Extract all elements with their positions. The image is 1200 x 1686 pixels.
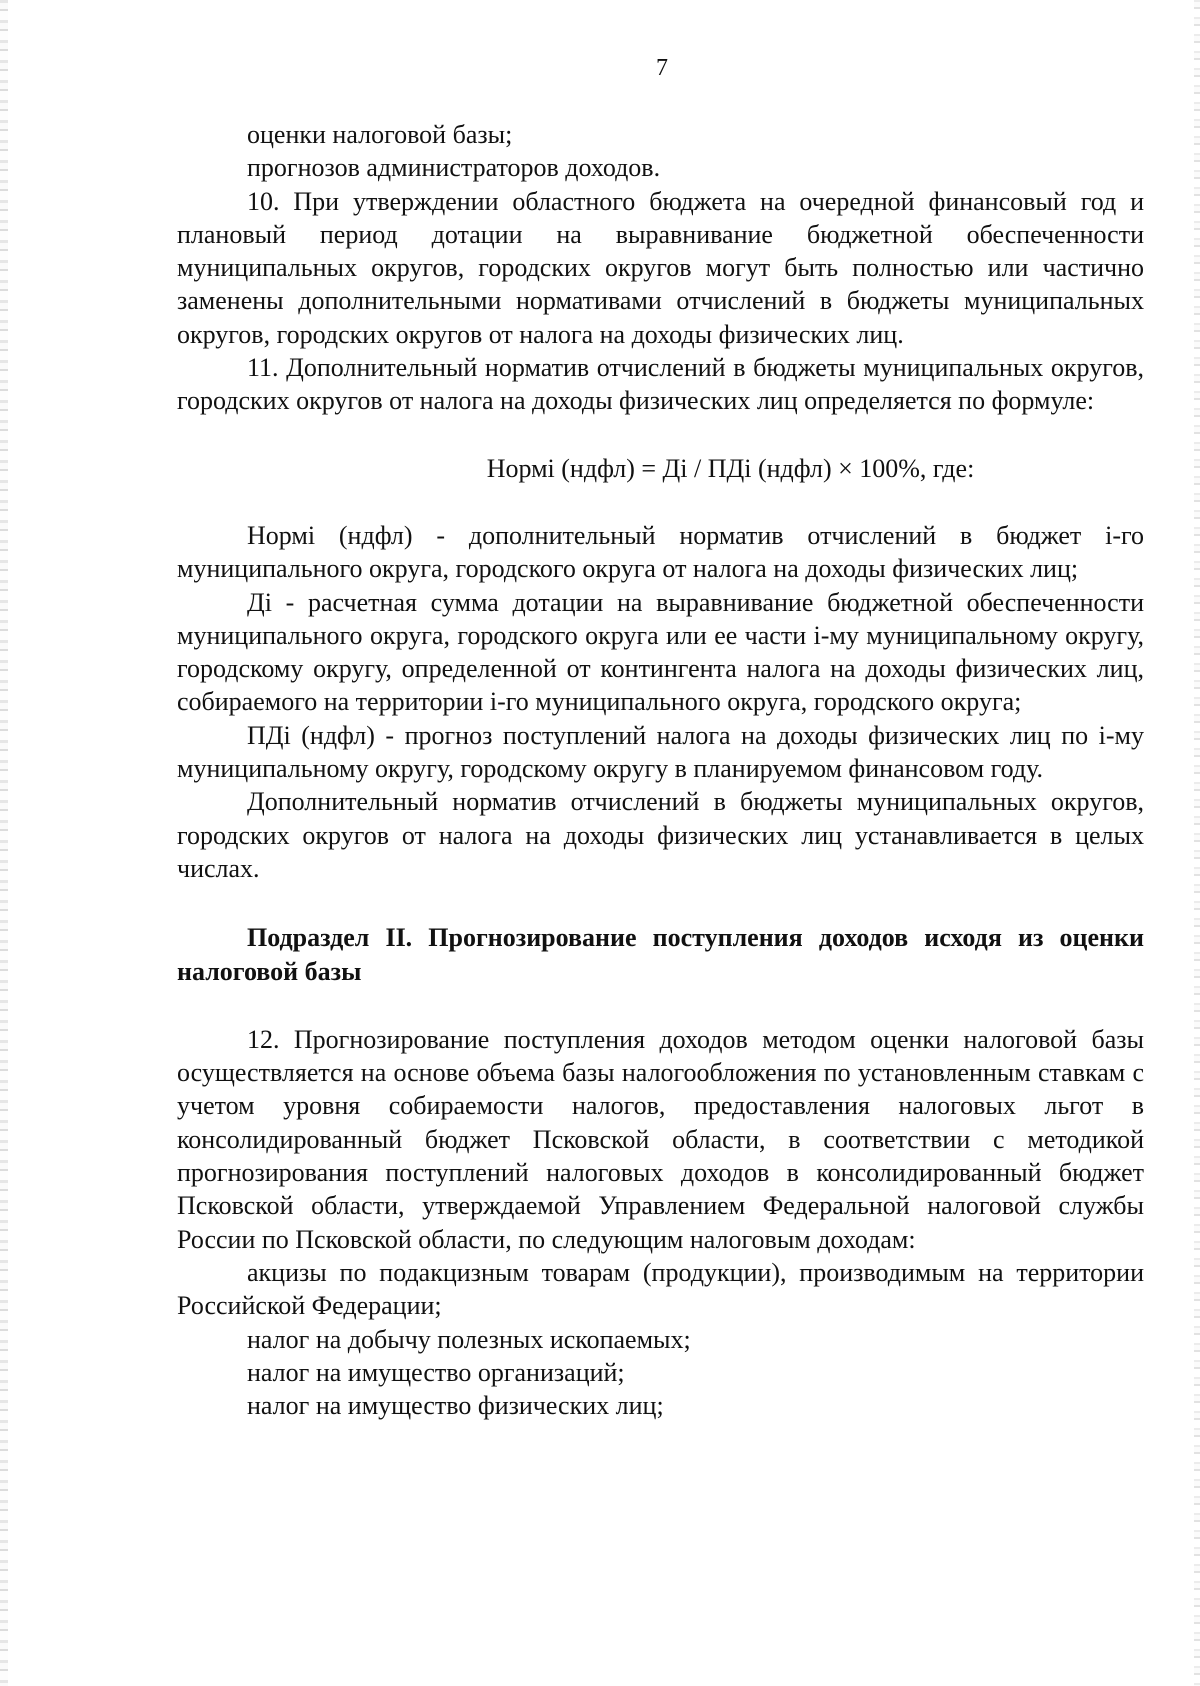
- paragraph-10: 10. При утверждении областного бюджета на очередной финансовый год и плановый период дотации на выравнивание бюджетной обеспеченности муниципальных округов, городских округов могут быть полностью или частично заменены дополнительными нормативами отчислений в бюджеты муниципальных округов, городских округов от налога на доходы физических лиц.: [177, 186, 1144, 349]
- formula: Нормi (ндфл) = Дi / ПДi (ндфл) × 100%, где:: [486, 453, 975, 483]
- document-body: [177, 118, 1144, 1422]
- definition-subsidy: Дi - расчетная сумма дотации на выравнивание бюджетной обеспеченности муниципального округа, городского округа или ее части i-му муниципальному округу, городскому округу, определенной от контингента налога на доходы физических лиц, собираемого на территории i-го муниципального округа, городского округа;: [177, 587, 1144, 717]
- list-item: оценки налоговой базы;: [247, 120, 513, 149]
- list-item: налог на имущество физических лиц;: [247, 1391, 664, 1421]
- list-item: акцизы по подакцизным товарам (продукции), производимым на территории Российской Федерации;: [177, 1257, 1144, 1321]
- paragraph-11: 11. Дополнительный норматив отчислений в бюджеты муниципальных округов, городских округов от налога на доходы физических лиц определяется по формуле:: [177, 353, 1144, 416]
- list-item: налог на имущество организаций;: [247, 1357, 625, 1387]
- paragraph-integer-note: Дополнительный норматив отчислений в бюджеты муниципальных округов, городских округов от налога на доходы физических лиц устанавливается в целых числах.: [177, 787, 1144, 883]
- scan-edge-left: [0, 0, 8, 1686]
- list-item: прогнозов администраторов доходов.: [247, 153, 661, 183]
- definition-forecast: ПДi (ндфл) - прогноз поступлений налога на доходы физических лиц по i-му муниципальному округу, городскому округу в планируемом финансовом году.: [177, 720, 1144, 784]
- section-heading: Подраздел II. Прогнозирование поступления доходов исходя из оценки налоговой базы: [177, 923, 1144, 986]
- definition-norm: Нормi (ндфл) - дополнительный норматив отчислений в бюджет i-го муниципального округа, городского округа от налога на доходы физических лиц;: [177, 520, 1144, 584]
- paragraph-12: 12. Прогнозирование поступления доходов методом оценки налоговой базы осуществляется на основе объема базы налогообложения по установленным ставкам с учетом уровня собираемости налогов, предоставления налоговых льгот в консолидированный бюджет Псковской области, в соответствии с методикой прогнозирования поступлений налоговых доходов в консолидированный бюджет Псковской области, утверждаемой Управлением Федеральной налоговой службы России по Псковской области, по следующим налоговым доходам:: [177, 1024, 1144, 1254]
- list-item: налог на добычу полезных ископаемых;: [247, 1324, 691, 1354]
- page-number: 7: [656, 55, 668, 81]
- scan-edge-right: [1194, 0, 1200, 1686]
